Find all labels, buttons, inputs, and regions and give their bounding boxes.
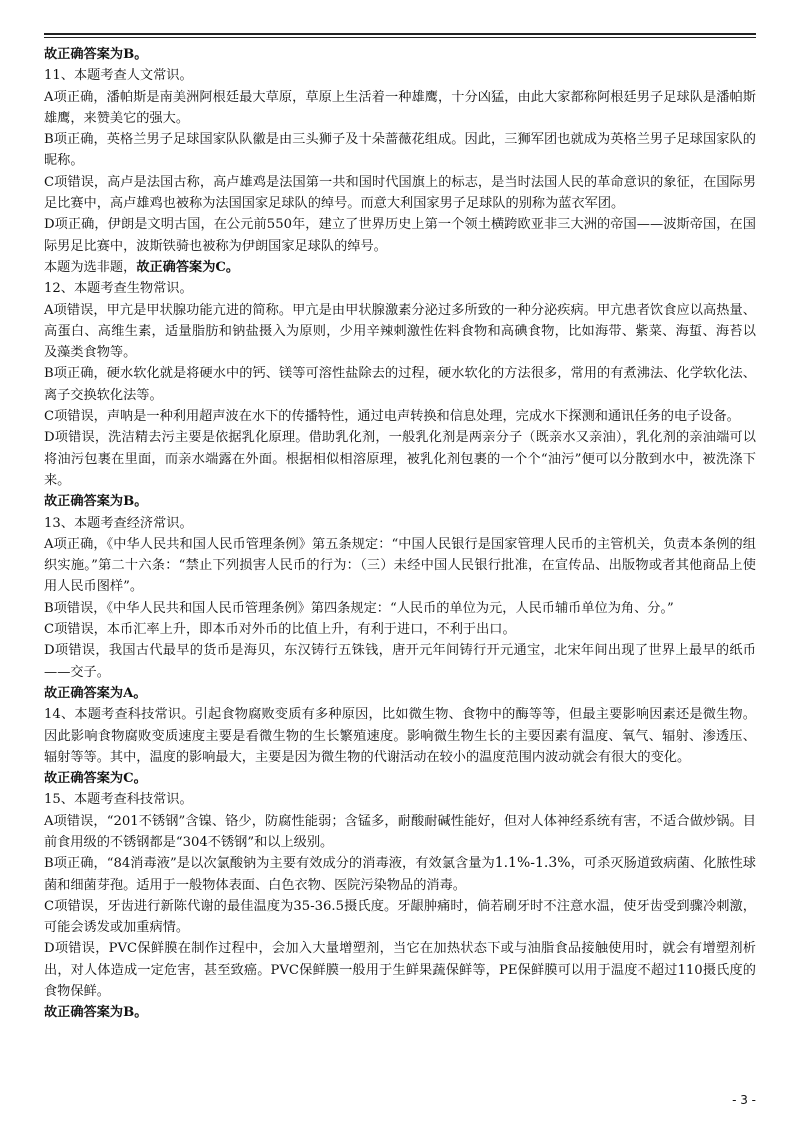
option-explanation — [44, 853, 756, 896]
option-explanation: B项错误，《中华人民共和国人民币管理条例》第四条规定：“人民币的单位为元，人民币辅币单位为角、分。” — [44, 600, 674, 616]
option-explanation: A项错误，甲亢是甲状腺功能亢进的简称。甲亢是由甲状腺激素分泌过多所致的一种分泌疾病。甲亢患者饮食应以高热量、高蛋白、高维生素，适量脂肪和钠盐摄入为原则，少用辛辣刺激性佐料食物和高碘食物，比如海带、紫菜、海蜇、海苔以及藻类食物等。 — [44, 302, 756, 361]
question-heading: 14、本题考查科技常识。引起食物腐败变质有多种原因，比如微生物、食物中的酶等等，但最主要影响因素还是微生物。因此影响食物腐败变质速度主要是看微生物的生长繁殖速度。影响微生物生长的主要因素有温度、氧气、辐射、渗透压、辐射等等。其中，温度的影响最大，主要是因为微生物的代谢活动在较小的温度范围内波动就会有很大的变化。 — [44, 707, 756, 765]
answer-line: 故正确答案为B。 — [44, 47, 148, 62]
option-text-before: B项正确，“84消毒液”是以次氯酸钠为主要有效成分的消毒液，有效氯含量为 — [44, 856, 495, 872]
option-explanation: A项正确，潘帕斯是南美洲阿根廷最大草原，草原上生活着一种雄鹰，十分凶猛，由此大家都称阿根廷男子足球队是潘帕斯雄鹰，来赞美它的强大。 — [44, 89, 756, 126]
option-explanation: C项错误，高卢是法国古称，高卢雄鸡是法国第一共和国时代国旗上的标志，是当时法国人民的革命意识的象征，在国际男足比赛中，高卢雄鸡也被称为法国国家足球队的绰号。而意大利国家男子足球队的别称为蓝衣军团。 — [44, 174, 756, 212]
option-explanation: B项正确，硬水软化就是将硬水中的钙、镁等可溶性盐除去的过程，硬水软化的方法很多，常用的有煮沸法、化学软化法、离子交换软化法等。 — [44, 366, 756, 403]
answer-line: 故正确答案为A。 — [44, 685, 147, 701]
option-explanation: D项正确，伊朗是文明古国，在公元前550年，建立了世界历史上第一个领土横跨欧亚非三大洲的帝国——波斯帝国，在国际男足比赛中，波斯铁骑也被称为伊朗国家足球队的绰号。 — [44, 217, 756, 254]
answer-note: 本题为选非题， — [44, 259, 137, 275]
question-heading: 13、本题考查经济常识。 — [44, 515, 193, 531]
answer-line — [44, 257, 756, 278]
option-explanation: D项错误，PVC保鲜膜在制作过程中，会加入大量增塑剂，当它在加热状态下或与油脂食品接触使用时，就会有增塑剂析出，对人体造成一定危害，甚至致癌。PVC保鲜膜一般用于生鲜果蔬保鲜等，PE保鲜膜可以用于温度不超过110摄氏度的食物保鲜。 — [44, 941, 756, 1000]
option-explanation: D项错误，我国古代最早的货币是海贝，东汉铸行五铢钱，唐开元年间铸行开元通宝，北宋年间出现了世界上最早的纸币——交子。 — [44, 643, 756, 680]
question-heading: 15、本题考查科技常识。 — [44, 792, 193, 808]
question-heading: 11、本题考查人文常识。 — [44, 68, 193, 84]
option-explanation: B项正确，英格兰男子足球国家队队徽是由三头狮子及十朵蔷薇花组成。因此，三狮军团也就成为英格兰男子足球国家队的昵称。 — [44, 132, 756, 169]
option-explanation: C项错误，声呐是一种利用超声波在水下的传播特性，通过电声转换和信息处理，完成水下探测和通讯任务的电子设备。 — [44, 409, 740, 425]
option-explanation: A项错误，“201不锈钢”含镍、铬少，防腐性能弱；含锰多，耐酸耐碱性能好，但对人体神经系统有害，不适合做炒锅。目前食用级的不锈钢都是“304不锈钢”和以上级别。 — [44, 813, 756, 850]
answer-text: 故正确答案为C。 — [136, 259, 240, 275]
option-explanation: C项错误，本币汇率上升，即本币对外币的比值上升，有利于进口，不利于出口。 — [44, 622, 516, 638]
question-heading: 12、本题考查生物常识。 — [44, 281, 193, 297]
answer-line: 故正确答案为C。 — [44, 771, 147, 787]
answer-line: 故正确答案为B。 — [44, 494, 148, 510]
option-text-after: ，可杀灭肠道致病菌、化脓性球菌和细菌芽孢。适用于一般物体表面、白色衣物、医院污染物品的消毒。 — [44, 856, 756, 893]
option-explanation: A项正确，《中华人民共和国人民币管理条例》第五条规定：“中国人民银行是国家管理人民币的主管机关，负责本条例的组织实施。”第二十六条：“禁止下列损害人民币的行为：（三）未经中国人民银行批准，在宣传品、出版物或者其他商品上使用人民币图样”。 — [44, 536, 756, 595]
option-explanation: C项错误，牙齿进行新陈代谢的最佳温度为35-36.5摄氏度。牙龈肿痛时，倘若刷牙时不注意水温，使牙齿受到骤冷刺激，可能会诱发或加重病情。 — [44, 898, 756, 936]
header-rule-thin — [44, 37, 756, 38]
document-body — [44, 44, 756, 1024]
option-explanation: D项错误，洗洁精去污主要是依据乳化原理。借助乳化剂，一般乳化剂是两亲分子（既亲水又亲油），乳化剂的亲油端可以将油污包裹在里面，而亲水端露在外面。根据相似相溶原理，被乳化剂包裹的一个个“油污”便可以分散到水中，被洗涤下来。 — [44, 430, 756, 488]
answer-line: 故正确答案为B。 — [44, 1005, 148, 1021]
page-number: - 3 - — [732, 1093, 756, 1107]
chlorine-percentage: 1.1%-1.3% — [494, 855, 571, 872]
header-rule — [44, 33, 756, 35]
